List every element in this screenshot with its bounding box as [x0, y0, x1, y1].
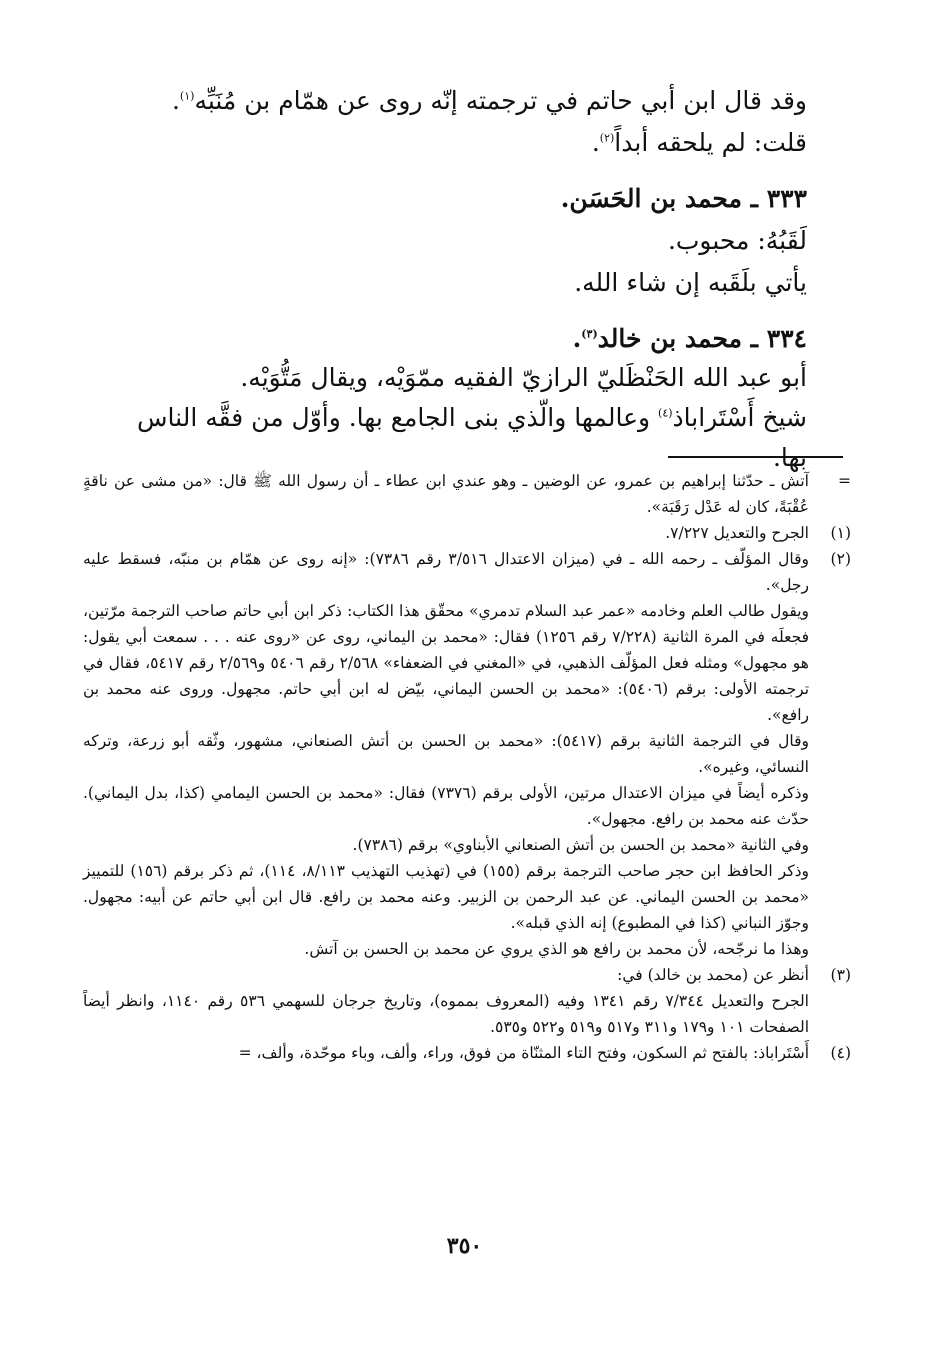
footnote-ref-3: (٣): [581, 327, 598, 341]
footnote-2-number: (٢): [830, 550, 851, 568]
footnote-2-para-2: ويقول طالب العلم وخادمه «عمر عبد السلام تدمري» محقّق هذا الكتاب: ذكر ابن أبي حاتم صاحب الترجمة مرّتين، فجعلَه في المرة الثانية (٧/٢٢٨ رقم ١٢٥٦) فقال: «محمد بن اليماني، روى عن «روى عنه . . . سمعت أبي يقول: هو مجهول» ومثله فعل المؤلّف الذهبي، في «المغني في الضعفاء» ٢/٥٦٨ رقم ٥٤٠٦ و٢/٥٦٩ رقم ٥٤١٧، فقال في ترجمته الأولى: برقم (٥٤٠٦): «محمد بن الحسن اليماني، بيّض له ابن أبي حاتم. مجهول. وروى عنه محمد بن رافع».: [83, 602, 810, 724]
page-number: ٣٥٠: [446, 1233, 483, 1259]
footnote-cont-text: آتش ـ حدّثنا إبراهيم بن عمرو، عن الوضين ـ وهو عندي ابن عطاء ـ أن رسول الله ﷺ قال: «من مشى عن ناقةٍ عُقْبَةً، كان له عَدْل رَقَبَة».: [83, 472, 809, 516]
entry-333-title: ٣٣٣ ـ محمد بن الحَسَن.: [560, 184, 807, 213]
main-line-2-text: قلت: لم يلحقه أبداً: [614, 128, 807, 157]
footnote-2-para-4: وذكره أيضاً في ميزان الاعتدال مرتين، الأولى برقم (٧٣٧٦) فقال: «محمد بن الحسن اليمامي (كذا، بدل اليماني). حدّث عنه محمد بن رافع. مجهول».: [83, 784, 809, 828]
footnote-1-number: (١): [830, 524, 851, 542]
footnote-2-para-5: وفي الثانية «محمد بن الحسن بن أتش الصنعاني الأبناوي» برقم (٧٣٨٦).: [352, 836, 809, 854]
entry-333-line-2: يأتي بلَقَبه إن شاء الله.: [574, 268, 807, 297]
main-line-1-end: .: [171, 86, 180, 115]
footnote-2-para-1: وقال المؤلّف ـ رحمه الله ـ في (ميزان الاعتدال ٣/٥١٦ رقم ٧٣٨٦): «إنه روى عن همّام بن منبّه، فسقط عليه رجل».: [83, 550, 809, 594]
footnote-3-number: (٣): [830, 966, 851, 984]
main-line-1-text: وقد قال ابن أبي حاتم في ترجمته إنّه روى عن همّام بن مُنَبِّه: [194, 86, 807, 115]
entry-334-title: [107, 320, 807, 358]
entry-334-line-2: [107, 398, 807, 478]
main-line-1: [107, 82, 807, 120]
entry-334-line-2b: وعالمها والّذي بنى الجامع بها. وأوّل من فقَّه الناس بها.: [137, 403, 807, 472]
main-text: [107, 82, 807, 478]
footnote-4-text: أَسْتَراباذ: بالفتح ثم السكون، وفتح التاء المثنّاة من فوق، وراء، وألف، وباء موحّدة، وألف، =: [238, 1044, 809, 1062]
footnote-2-para-3: وقال في الترجمة الثانية برقم (٥٤١٧): «محمد بن الحسن بن أتش الصنعاني، مشهور، وثّقه أبو زرعة، وتركه النسائي، وغيره».: [83, 732, 809, 776]
footnote-separator: [668, 456, 843, 458]
footnote-ref-4: (٤): [658, 406, 673, 420]
footnote-continuation: [83, 468, 851, 520]
footnote-4: [83, 1040, 851, 1066]
main-line-2: [107, 124, 807, 162]
footnote-3-para-1: أنظر عن (محمد بن خالد) في:: [617, 966, 809, 984]
entry-334-line-2a: شيخ أَسْتَراباذ: [672, 403, 807, 432]
entry-334-line-1: أبو عبد الله الحَنْظَليّ الرازيّ الفقيه ممّوَيْه، ويقال مَتُّوَيْه.: [240, 363, 807, 392]
footnote-3-para-2: الجرح والتعديل ٧/٣٤٤ رقم ١٣٤١ وفيه (المعروف بمموه)، وتاريخ جرجان للسهمي ٥٣٦ رقم ١١٤٠، وانظر أيضاً الصفحات ١٠١ و١٧٩ و٣١١ و٥١٧ و٥١٩ و٥٢٢ و٥٣٥.: [83, 992, 809, 1036]
footnote-ref-1: (١): [179, 89, 195, 103]
footnote-ref-2: (٢): [599, 131, 615, 145]
entry-333-line-1: لَقَبُهُ: محبوب.: [667, 226, 807, 255]
entry-334-title-end: .: [572, 324, 582, 353]
footnote-2-para-7: وهذا ما نرجّحه، لأن محمد بن رافع هو الذي يروي عن محمد بن الحسن بن آتش.: [304, 940, 809, 958]
footnotes: [83, 468, 851, 1066]
footnote-2-para-6: وذكر الحافظ ابن حجر صاحب الترجمة برقم (١٥٥) في (تهذيب التهذيب ٨/١١٣، ١١٤)، ثم ذكر برقم (١٥٦) للتمييز «محمد بن الحسن اليماني. عن عبد الرحمن بن الزبير. وعنه محمد بن رافع. قال ابن أبي حاتم عن أبيه: مجهول. وجوّز النباني (كذا في المطبوع) إنه الذي قبله».: [83, 862, 809, 932]
main-line-2-end: .: [591, 128, 600, 157]
footnote-4-number: (٤): [830, 1044, 851, 1062]
footnote-cont-marker: =: [838, 472, 851, 490]
footnote-1: [83, 520, 851, 546]
footnote-3: [83, 962, 851, 1040]
footnote-1-text: الجرح والتعديل ٧/٢٢٧.: [665, 524, 809, 542]
entry-334-title-text: ٣٣٤ ـ محمد بن خالد: [597, 324, 807, 353]
footnote-2: [83, 546, 851, 962]
